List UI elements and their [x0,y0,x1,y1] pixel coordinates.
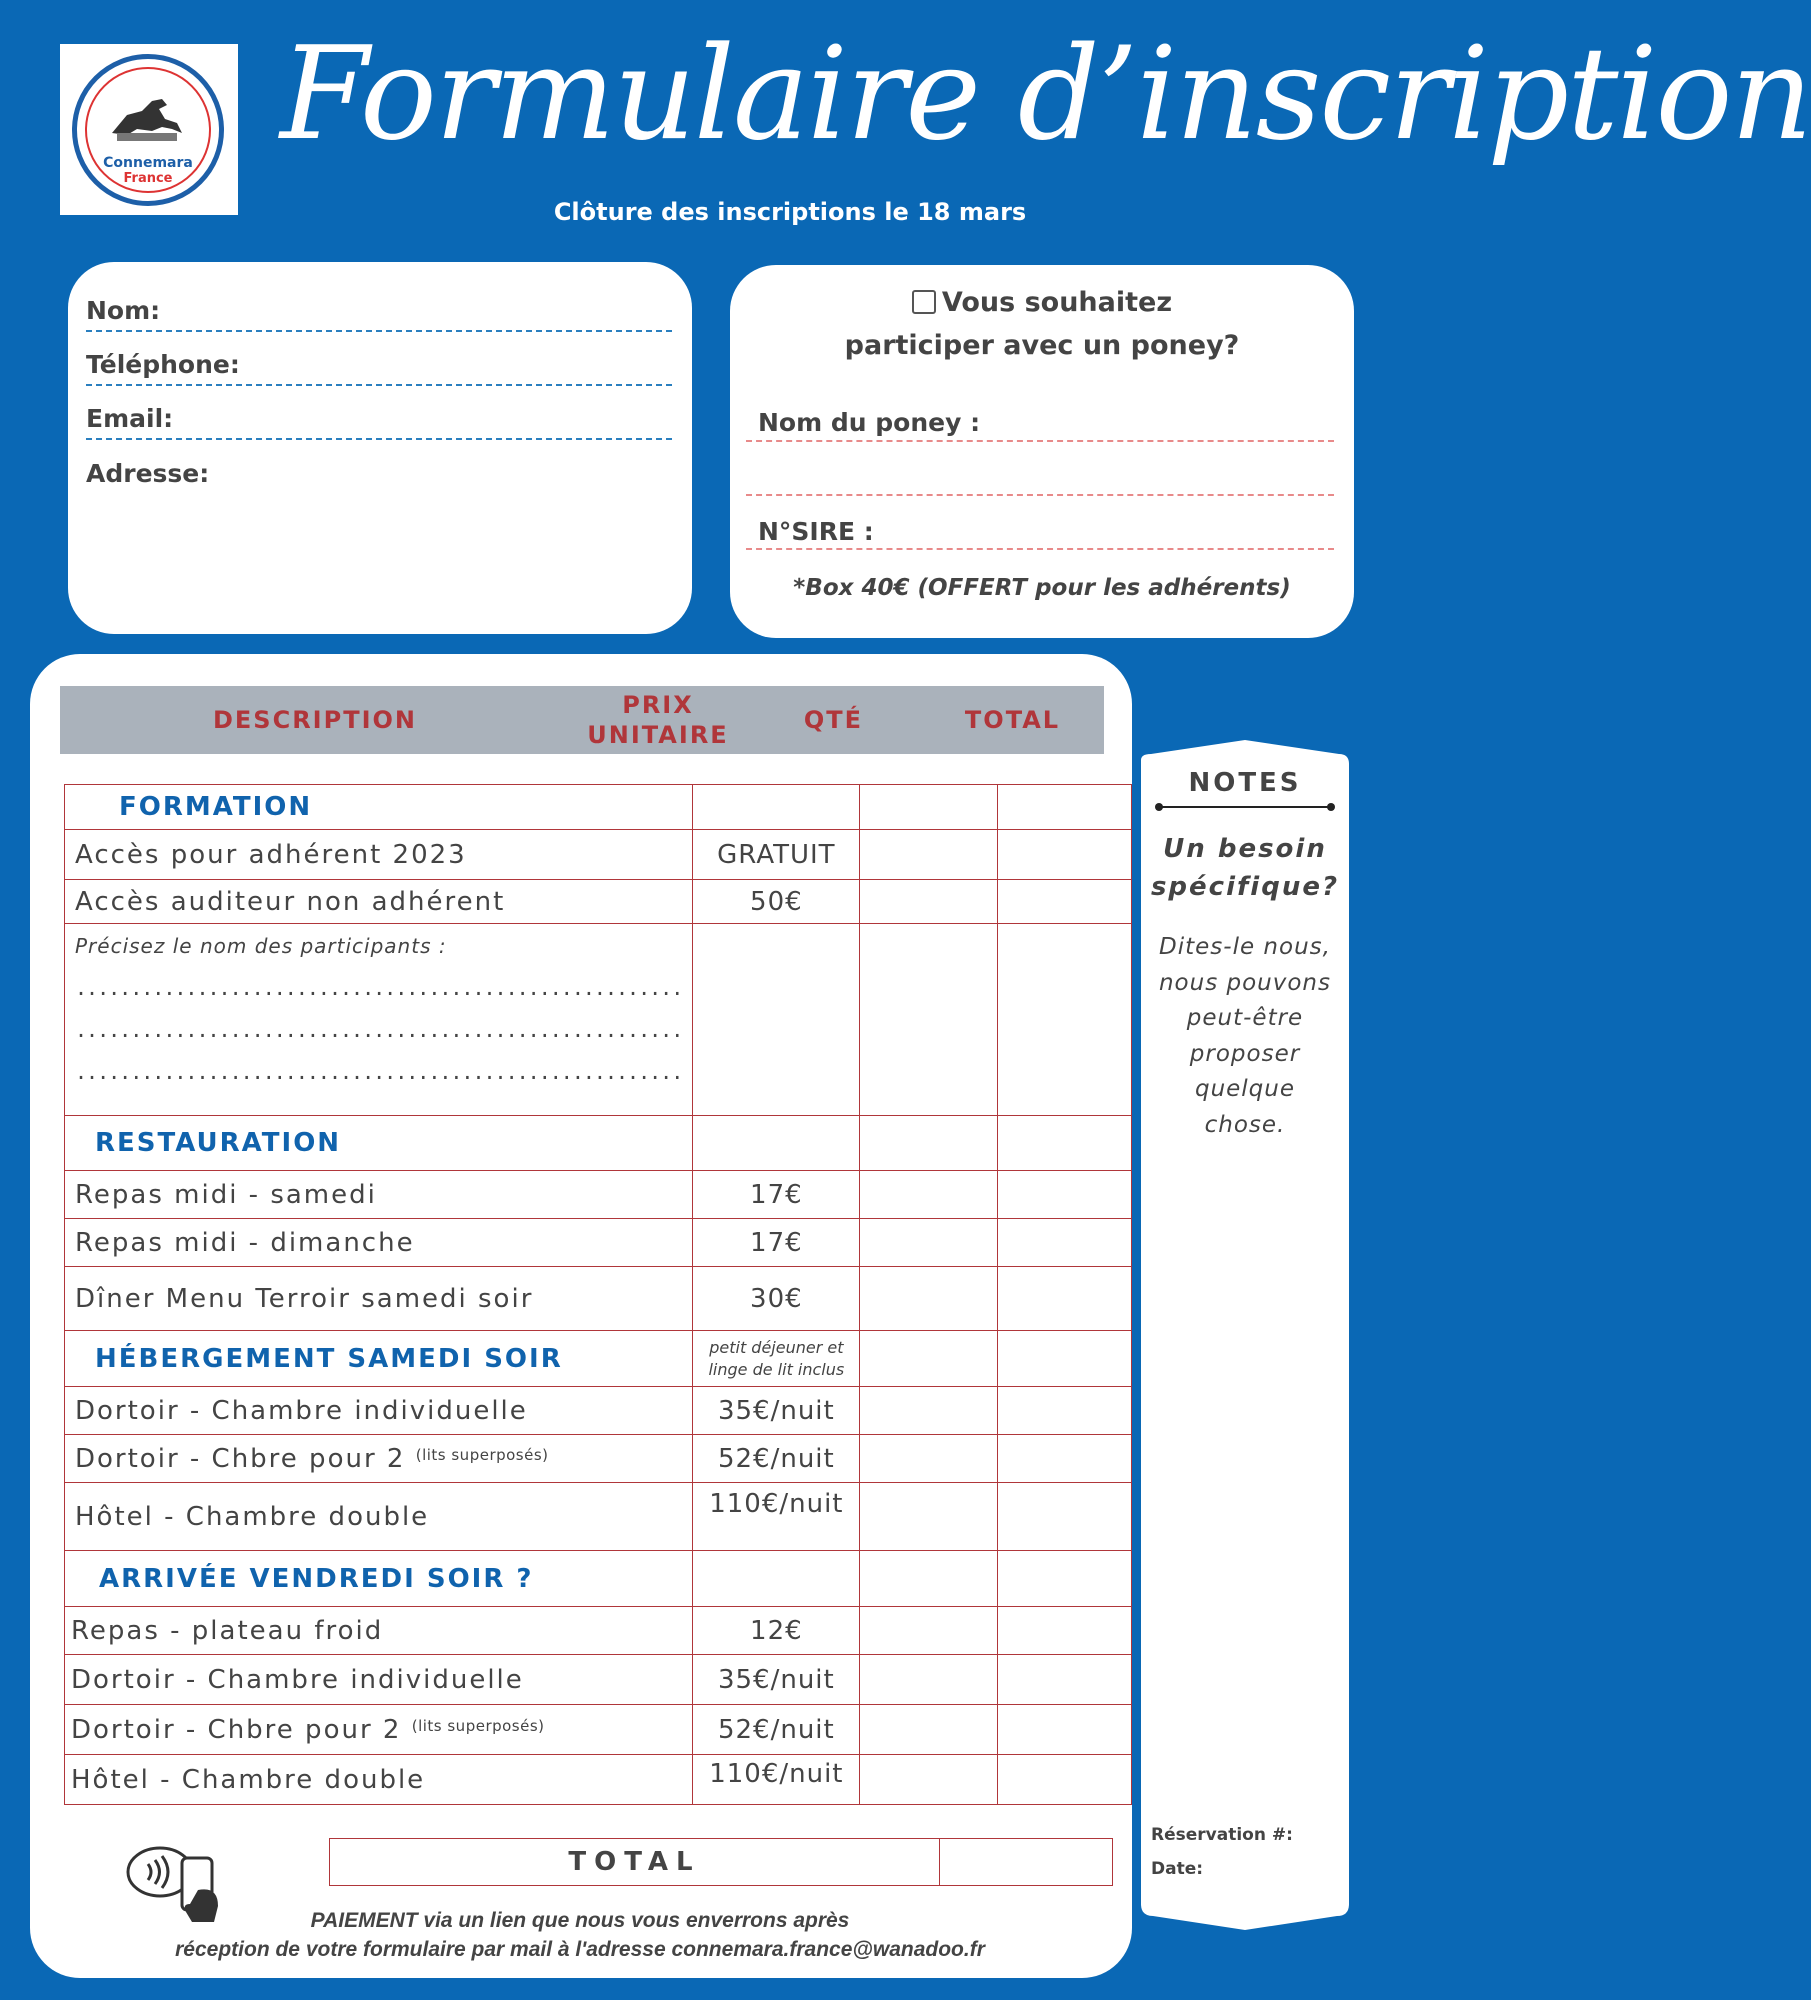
price-cell [693,785,860,830]
hebergement-note-line1: petit déjeuner et [709,1337,844,1357]
row-price: 17€ [693,1171,860,1219]
row-price: 52€/nuit [693,1435,860,1483]
row-price: 52€/nuit [693,1705,860,1755]
header-qte: QTÉ [803,706,864,734]
total-cell [997,924,1131,1116]
table-header [60,686,1104,754]
header-prix [570,686,746,754]
row-price: 12€ [693,1607,860,1655]
table-row [65,1171,1132,1219]
row-label: Repas midi - samedi [65,1171,693,1219]
total-cell [997,1655,1131,1705]
adresse-field[interactable] [86,498,672,608]
box-note: *Box 40€ (OFFERT pour les adhérents) [793,575,1291,601]
pony-name-field-2[interactable] [746,494,1334,496]
total-value[interactable] [940,1839,1112,1885]
row-price: 30€ [693,1267,860,1331]
section-title-arrivee: ARRIVÉE VENDREDI SOIR ? [65,1551,693,1607]
table-row [65,1435,1132,1483]
total-box [329,1838,1113,1886]
section-title-formation: FORMATION [65,785,693,830]
qty-cell[interactable] [860,1705,997,1755]
table-row [65,1387,1132,1435]
hebergement-note [693,1331,860,1387]
qty-cell[interactable] [860,785,997,830]
row-label: Hôtel - Chambre double [65,1755,693,1805]
horse-icon [107,93,187,143]
qty-cell[interactable] [860,1116,997,1171]
row-price: GRATUIT [693,830,860,880]
notes-body-line: chose. [1204,1111,1286,1138]
pony-card [730,265,1354,638]
qty-cell[interactable] [860,1435,997,1483]
total-cell [997,1607,1131,1655]
notes-question-line1: Un besoin [1163,834,1327,864]
row-price: 35€/nuit [693,1387,860,1435]
notes-body-line: Dites-le nous, [1159,934,1331,960]
row-label: Dortoir - Chambre individuelle [65,1387,693,1435]
order-table [64,784,1132,1805]
row-price: 50€ [693,880,860,924]
participants-label: Précisez le nom des participants : [75,934,447,958]
notes-background [1141,740,1349,1930]
qty-cell[interactable] [860,1219,997,1267]
notes-title: NOTES [1188,768,1302,798]
notes-body [1141,930,1349,1143]
logo-text-connemara: Connemara [103,155,193,171]
row-price: 35€/nuit [693,1655,860,1705]
row-label-text: Dortoir - Chbre pour 2 [75,1443,406,1474]
participants-row [65,924,1132,1116]
checkbox-icon[interactable] [912,290,936,314]
table-row [65,1607,1132,1655]
row-label: Repas midi - dimanche [65,1219,693,1267]
price-cell [693,1551,860,1607]
row-label-extra: (lits superposés) [415,1445,549,1464]
qty-cell[interactable] [860,1171,997,1219]
notes-question-line2: spécifique? [1150,872,1340,902]
telephone-label: Téléphone: [86,350,240,379]
telephone-field[interactable] [86,384,672,386]
notes-question [1141,830,1349,906]
table-row [65,1219,1132,1267]
price-cell [693,924,860,1116]
qty-cell[interactable] [860,880,997,924]
total-cell [997,1483,1131,1551]
table-row [65,880,1132,924]
total-cell [997,880,1131,924]
payment-line1: PAIEMENT via un lien que nous vous enverrons après [310,1909,850,1932]
qty-cell[interactable] [860,1331,997,1387]
header-description: DESCRIPTION [212,706,417,734]
total-cell [997,1219,1131,1267]
total-label: TOTAL [330,1839,940,1885]
total-cell [997,1171,1131,1219]
row-label: Dîner Menu Terroir samedi soir [65,1267,693,1331]
qty-cell[interactable] [860,1387,997,1435]
qty-cell[interactable] [860,830,997,880]
qty-cell[interactable] [860,1655,997,1705]
section-row-formation [65,785,1132,830]
notes-body-line: nous pouvons [1158,969,1331,996]
qty-cell[interactable] [860,924,997,1116]
row-label: Hôtel - Chambre double [65,1483,693,1551]
row-label: Dortoir - Chambre individuelle [65,1655,693,1705]
qty-cell[interactable] [860,1755,997,1805]
header-prix-line2: UNITAIRE [587,721,729,749]
row-price: 17€ [693,1219,860,1267]
pony-name-field[interactable] [746,440,1334,442]
pony-question-line2: participer avec un poney? [844,330,1240,361]
row-label: Accès auditeur non adhérent [65,880,693,924]
total-cell [997,1551,1131,1607]
header-total: TOTAL [964,706,1061,734]
table-row [65,1483,1132,1551]
participants-line: ....................................................... [75,1060,683,1084]
notes-divider [1157,806,1333,808]
pony-question-line1 [730,287,1354,318]
table-row [65,1267,1132,1331]
qty-cell[interactable] [860,1607,997,1655]
table-row [65,1755,1132,1805]
contact-card [68,262,692,634]
total-cell [997,785,1131,830]
header-prix-line1: PRIX [622,691,694,719]
payment-info [70,1906,1090,1964]
row-label: Accès pour adhérent 2023 [65,830,693,880]
section-title-restauration: RESTAURATION [65,1116,693,1171]
notes-panel [1141,740,1349,1930]
sire-label: N°SIRE : [758,517,874,546]
logo-text-france: France [123,171,173,186]
reservation-label: Réservation #: [1151,1825,1293,1845]
participants-line: ....................................................... [75,1018,683,1042]
table-row [65,1655,1132,1705]
email-label: Email: [86,404,174,433]
nom-field[interactable] [86,330,672,332]
row-label [65,1435,693,1483]
total-cell [997,1435,1131,1483]
page-title: Formulaire d’inscription [280,20,1811,169]
notes-body-line: peut-être [1186,1005,1304,1031]
row-price: 110€/nuit [693,1755,860,1805]
section-title-hebergement: HÉBERGEMENT SAMEDI SOIR [65,1331,693,1387]
table-row [65,830,1132,880]
row-label-extra: (lits superposés) [411,1716,545,1735]
notes-body-line: proposer [1189,1040,1301,1067]
nom-label: Nom: [86,296,161,325]
order-card [30,654,1132,1978]
date-label: Date: [1151,1859,1204,1879]
qty-cell[interactable] [860,1483,997,1551]
total-cell [997,830,1131,880]
logo-seal [72,54,224,206]
payment-line2: réception de votre formulaire par mail à l'adresse connemara.france@wanadoo.fr [175,1938,985,1961]
row-label-text: Dortoir - Chbre pour 2 [71,1714,402,1745]
total-cell [997,1387,1131,1435]
page-subtitle: Clôture des inscriptions le 18 mars [553,198,1027,226]
qty-cell[interactable] [860,1267,997,1331]
row-label: Repas - plateau froid [65,1607,693,1655]
adresse-label: Adresse: [86,459,210,488]
row-label [65,1705,693,1755]
section-row-hebergement [65,1331,1132,1387]
notes-body-line: quelque [1194,1076,1296,1102]
participants-line: ....................................................... [75,976,683,1000]
email-field[interactable] [86,438,672,440]
association-logo [60,44,238,215]
total-cell [997,1116,1131,1171]
total-cell [997,1705,1131,1755]
sire-field[interactable] [746,548,1334,550]
row-price: 110€/nuit [693,1483,860,1551]
section-row-arrivee [65,1551,1132,1607]
total-cell [997,1755,1131,1805]
price-cell [693,1116,860,1171]
pony-name-label: Nom du poney : [758,408,981,437]
total-cell [997,1267,1131,1331]
section-row-restauration [65,1116,1132,1171]
participants-cell[interactable] [65,924,693,1116]
table-row [65,1705,1132,1755]
hebergement-note-line2: linge de lit inclus [708,1359,845,1379]
total-cell [997,1331,1131,1387]
qty-cell[interactable] [860,1551,997,1607]
pony-question-text: Vous souhaitez [941,287,1173,318]
